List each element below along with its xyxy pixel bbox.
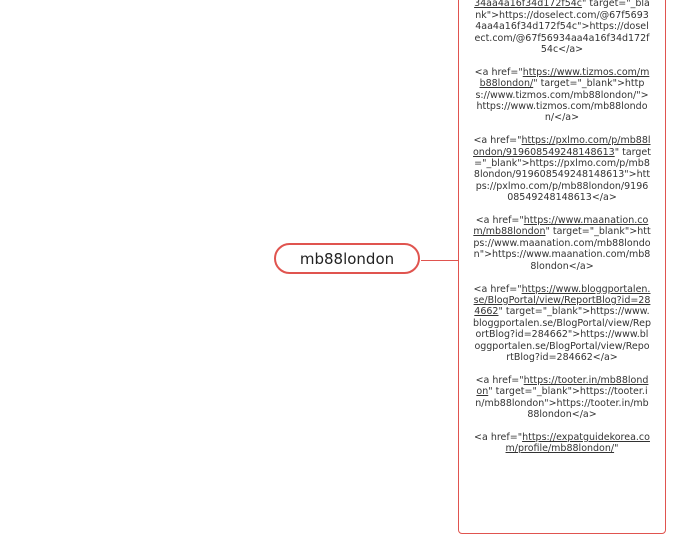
- entry-link[interactable]: https://tooter.in/mb88london: [476, 374, 649, 398]
- entry-link[interactable]: https://expatguidekorea.com/profile/mb88london/: [505, 431, 650, 455]
- entry-suffix: " target="_blank">https://www.maanation.com/mb88london">https://www.maanation.com/mb88london</a>: [473, 226, 651, 272]
- note-entry: [473, 0, 651, 55]
- entry-link[interactable]: https://pxlmo.com/p/mb88london/919608549248148613: [473, 135, 651, 158]
- note-entry: [473, 284, 651, 364]
- entry-prefix: <a href=": [473, 283, 522, 295]
- note-entry: [473, 67, 651, 124]
- notes-list: [473, 0, 651, 466]
- note-entry: [473, 432, 651, 455]
- entry-suffix: ": [614, 443, 619, 455]
- notes-panel: [458, 0, 666, 534]
- central-topic-node[interactable]: [274, 243, 420, 274]
- entry-prefix: <a href=": [475, 374, 524, 386]
- topic-connector-line: [421, 260, 459, 261]
- entry-suffix: " target="_blank">https://doselect.com/@67f56934aa4a16f34d172f54c">https://doselect.com/@67f56934aa4a16f34d172f54c</a>: [474, 0, 650, 56]
- entry-link[interactable]: https://www.tizmos.com/mb88london/: [479, 66, 650, 90]
- entry-prefix: <a href=": [473, 135, 522, 147]
- entry-suffix: " target="_blank">https://pxlmo.com/p/mb88london/919608549248148613">https://pxlmo.com/p/mb88london/919608549248148613</a>: [473, 146, 651, 204]
- entry-link[interactable]: 34aa4a16f34d172f54c: [474, 0, 583, 10]
- entry-prefix: <a href=": [474, 66, 523, 78]
- entry-prefix: <a href=": [474, 431, 523, 443]
- entry-suffix: " target="_blank">https://www.tizmos.com/mb88london/">https://www.tizmos.com/mb88london/</a>: [475, 78, 649, 124]
- note-entry: [473, 375, 651, 421]
- entry-link[interactable]: https://www.maanation.com/mb88london: [473, 215, 649, 238]
- entry-suffix: " target="_blank">https://www.bloggportalen.se/BlogPortal/view/ReportBlog?id=284662">https://www.bloggportalen.se/BlogPortal/view/ReportBlog?id=284662</a>: [473, 306, 651, 363]
- note-entry: [473, 135, 651, 203]
- entry-suffix: " target="_blank">https://tooter.in/mb88london">https://tooter.in/mb88london</a>: [475, 386, 649, 420]
- entry-prefix: <a href=": [475, 215, 524, 227]
- entry-link[interactable]: https://www.bloggportalen.se/BlogPortal/view/ReportBlog?id=284662: [473, 283, 651, 318]
- central-topic-label: mb88london: [299, 249, 395, 268]
- note-entry: [473, 215, 651, 272]
